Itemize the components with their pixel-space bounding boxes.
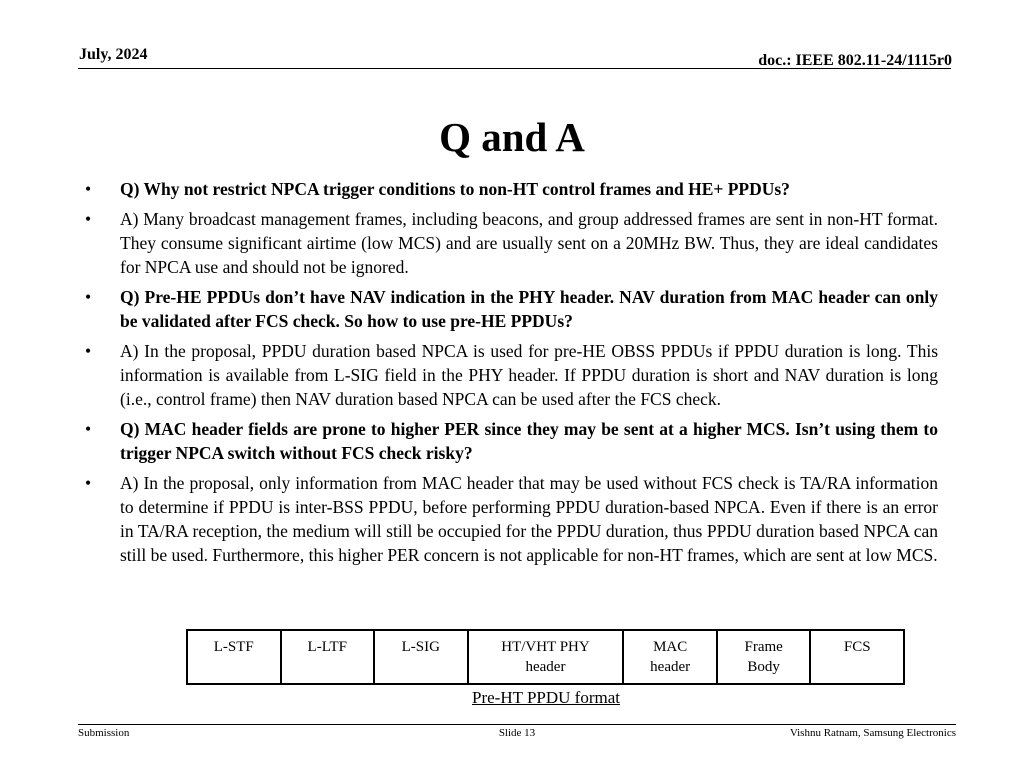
- bullet-icon: •: [85, 473, 92, 493]
- bullet-answer-2: [78, 339, 938, 411]
- bullet-text: Q) Why not restrict NPCA trigger conditions to non-HT control frames and HE+ PPDUs?: [120, 179, 790, 199]
- footer-submission: Submission: [78, 727, 130, 739]
- ppdu-field-ht-vht-phy-header: HT/VHT PHY header: [468, 630, 624, 684]
- qa-bullet-list: [78, 177, 938, 573]
- bullet-text: A) Many broadcast management frames, including beacons, and group addressed frames are sent in non-HT format. They consume significant airtime (low MCS) and are usually sent on a 20MHz BW. Thus, they are ideal candidates for NPCA use and should not be ignored.: [120, 209, 938, 277]
- ppdu-field-l-ltf: L-LTF: [281, 630, 375, 684]
- bullet-text: A) In the proposal, PPDU duration based NPCA is used for pre-HE OBSS PPDUs if PPDU duration is long. This information is available from L-SIG field in the PHY header. If PPDU duration is short and NAV duration is long (i.e., control frame) then NAV duration based NPCA can be used after the FCS check.: [120, 341, 938, 409]
- ppdu-field-mac-header: MAC header: [623, 630, 717, 684]
- header-divider: [78, 68, 951, 69]
- footer-divider: [78, 724, 956, 725]
- bullet-icon: •: [85, 287, 92, 307]
- ppdu-caption: Pre-HT PPDU format: [472, 688, 620, 707]
- bullet-text: Q) MAC header fields are prone to higher PER since they may be sent at a higher MCS. Isn’t using them to trigger NPCA switch without FCS check risky?: [120, 419, 938, 463]
- bullet-answer-1: [78, 207, 938, 279]
- bullet-icon: •: [85, 341, 92, 361]
- bullet-question-1: [78, 177, 938, 201]
- bullet-text: Q) Pre-HE PPDUs don’t have NAV indication in the PHY header. NAV duration from MAC header can only be validated after FCS check. So how to use pre-HE PPDUs?: [120, 287, 938, 331]
- ppdu-field-frame-body: Frame Body: [717, 630, 811, 684]
- footer-author: Vishnu Ratnam, Samsung Electronics: [789, 727, 956, 739]
- bullet-icon: •: [85, 179, 92, 199]
- bullet-icon: •: [85, 419, 92, 439]
- bullet-answer-3: [78, 471, 938, 567]
- header-date: July, 2024: [79, 46, 148, 63]
- bullet-question-2: [78, 285, 938, 333]
- slide-title: Q and A: [439, 114, 585, 160]
- ppdu-field-fcs: FCS: [810, 630, 904, 684]
- ppdu-field-l-stf: L-STF: [187, 630, 281, 684]
- bullet-question-3: [78, 417, 938, 465]
- header-doc-id: doc.: IEEE 802.11-24/1115r0: [758, 52, 952, 69]
- footer-slide-number: Slide 13: [498, 727, 536, 739]
- ppdu-field-l-sig: L-SIG: [374, 630, 468, 684]
- ppdu-format-table: [186, 629, 905, 685]
- ppdu-field-row: [187, 630, 904, 684]
- bullet-text: A) In the proposal, only information from MAC header that may be used without FCS check is TA/RA information to determine if PPDU is inter-BSS PPDU, before performing PPDU duration-based NPCA. Even if there is an error in TA/RA reception, the medium will still be occupied for the PPDU duration, thus PPDU duration based NPCA can still be used. Furthermore, this higher PER concern is not applicable for non-HT frames, which are sent at low MCS.: [120, 473, 938, 565]
- bullet-icon: •: [85, 209, 92, 229]
